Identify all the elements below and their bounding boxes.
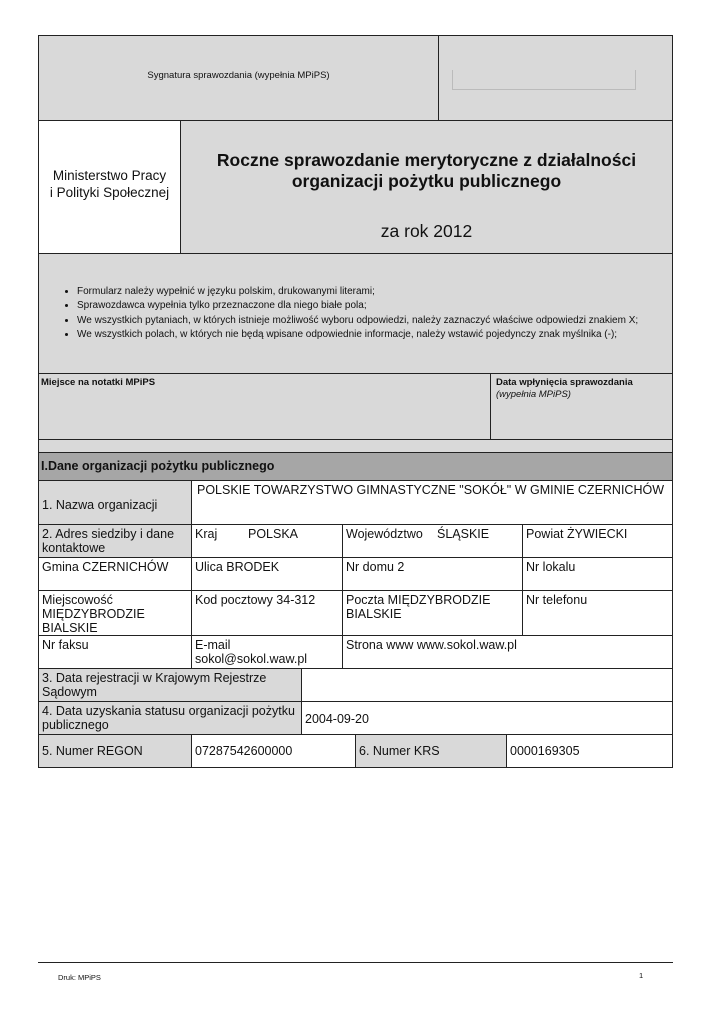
krs-registration-label-text: 3. Data rejestracji w Krajowym Rejestrze Sądowym: [42, 671, 267, 699]
instruction-item: • Formularz należy wypełnić w języku polskim, drukowanymi literami;: [77, 285, 672, 299]
post-office-value: Poczta MIĘDZYBRODZIE BIALSKIE: [346, 593, 491, 621]
signature-label: Sygnatura sprawozdania (wypełnia MPiPS): [147, 70, 330, 81]
ministry-box: [38, 120, 181, 254]
instruction-item: • We wszystkich polach, w których nie będą wpisane odpowiednie informacje, należy wstawić pojedynczy znak myślnika (-);: [77, 328, 672, 342]
fax-value: Nr faksu: [42, 638, 89, 652]
report-title-line2: organizacji pożytku publicznego: [291, 171, 562, 191]
phone-value: Nr telefonu: [526, 593, 588, 607]
street-value: Ulica BRODEK: [195, 560, 280, 574]
section-title-text: I.Dane organizacji pożytku publicznego: [41, 459, 275, 473]
voivodeship-field[interactable]: [342, 524, 523, 558]
krs-number-label-text: 6. Numer KRS: [359, 744, 440, 758]
regon-label-text: 5. Numer REGON: [42, 744, 143, 758]
county-field[interactable]: [522, 524, 673, 558]
regon-value: 07287542600000: [195, 744, 293, 758]
postal-code-field[interactable]: [191, 590, 343, 636]
country-label: Kraj: [195, 527, 218, 541]
receipt-date-box: [490, 373, 673, 440]
footer-divider: [38, 962, 673, 963]
krs-registration-field[interactable]: [301, 668, 673, 702]
footer-printer: Druk: MPiPS: [58, 973, 101, 982]
org-name-label: [38, 480, 192, 525]
regon-field[interactable]: [191, 734, 356, 768]
post-office-field[interactable]: [342, 590, 523, 636]
fax-field[interactable]: [38, 635, 192, 669]
voivodeship-label: Województwo: [346, 527, 423, 541]
email-value: E-mail sokol@sokol.waw.pl: [195, 638, 308, 666]
county-value: Powiat ŻYWIECKI: [526, 527, 628, 541]
postal-code-value: Kod pocztowy 34-312: [195, 593, 316, 607]
opp-status-field[interactable]: [301, 701, 673, 735]
instructions-list: [39, 285, 672, 342]
website-field[interactable]: [342, 635, 673, 669]
krs-number-label: [355, 734, 507, 768]
house-number-value: Nr domu 2: [346, 560, 405, 574]
ministry-name: Ministerstwo Pracy i Polityki Społecznej: [49, 168, 170, 200]
org-name-field[interactable]: [191, 480, 673, 525]
instruction-item: • We wszystkich pytaniach, w których istnieje możliwość wyboru odpowiedzi, należy zaznaczyć właściwe odpowiedzi znakiem X;: [77, 314, 672, 328]
voivodeship-value: ŚLĄSKIE: [437, 527, 490, 541]
street-field[interactable]: [191, 557, 343, 591]
commune-field[interactable]: [38, 557, 192, 591]
receipt-date-label: Data wpłynięcia sprawozdania: [496, 377, 633, 388]
section-title: [38, 452, 673, 481]
krs-number-value: 0000169305: [510, 744, 580, 758]
opp-status-label: [38, 701, 302, 735]
receipt-date-sublabel: (wypełnia MPiPS): [496, 389, 571, 400]
report-year: za rok 2012: [380, 221, 473, 241]
spacer-row: [38, 439, 673, 453]
report-title-line1: Roczne sprawozdanie merytoryczne z działalności: [216, 150, 637, 170]
regon-label: [38, 734, 192, 768]
instruction-item: • Sprawozdawca wypełnia tylko przeznaczone dla niego białe pola;: [77, 299, 672, 313]
apartment-number-value: Nr lokalu: [526, 560, 576, 574]
signature-box: [38, 35, 439, 121]
opp-status-label-text: 4. Data uzyskania statusu organizacji pożytku publicznego: [42, 704, 295, 732]
country-field[interactable]: [191, 524, 343, 558]
locality-field[interactable]: [38, 590, 192, 636]
signature-value-box: [438, 35, 673, 121]
country-value: POLSKA: [248, 527, 299, 541]
house-number-field[interactable]: [342, 557, 523, 591]
org-name-label-text: 1. Nazwa organizacji: [42, 498, 158, 512]
email-field[interactable]: [191, 635, 343, 669]
org-name-value: POLSKIE TOWARZYSTWO GIMNASTYCZNE "SOKÓŁ" W GMINIE CZERNICHÓW: [197, 483, 665, 497]
opp-status-value: 2004-09-20: [305, 712, 369, 726]
address-label-text: 2. Adres siedziby i dane kontaktowe: [42, 527, 175, 555]
apartment-number-field[interactable]: [522, 557, 673, 591]
commune-value: Gmina CZERNICHÓW: [42, 560, 169, 574]
page-number: 1: [639, 971, 644, 980]
notes-label: Miejsce na notatki MPiPS: [41, 377, 156, 388]
phone-field[interactable]: [522, 590, 673, 636]
signature-input[interactable]: [452, 70, 636, 90]
title-box: [180, 120, 673, 254]
website-value: Strona www www.sokol.waw.pl: [346, 638, 517, 652]
instructions-box: [38, 253, 673, 374]
krs-registration-label: [38, 668, 302, 702]
address-label: [38, 524, 192, 558]
notes-box: [38, 373, 491, 440]
krs-number-field[interactable]: [506, 734, 673, 768]
locality-value: Miejscowość MIĘDZYBRODZIE BIALSKIE: [42, 593, 145, 635]
